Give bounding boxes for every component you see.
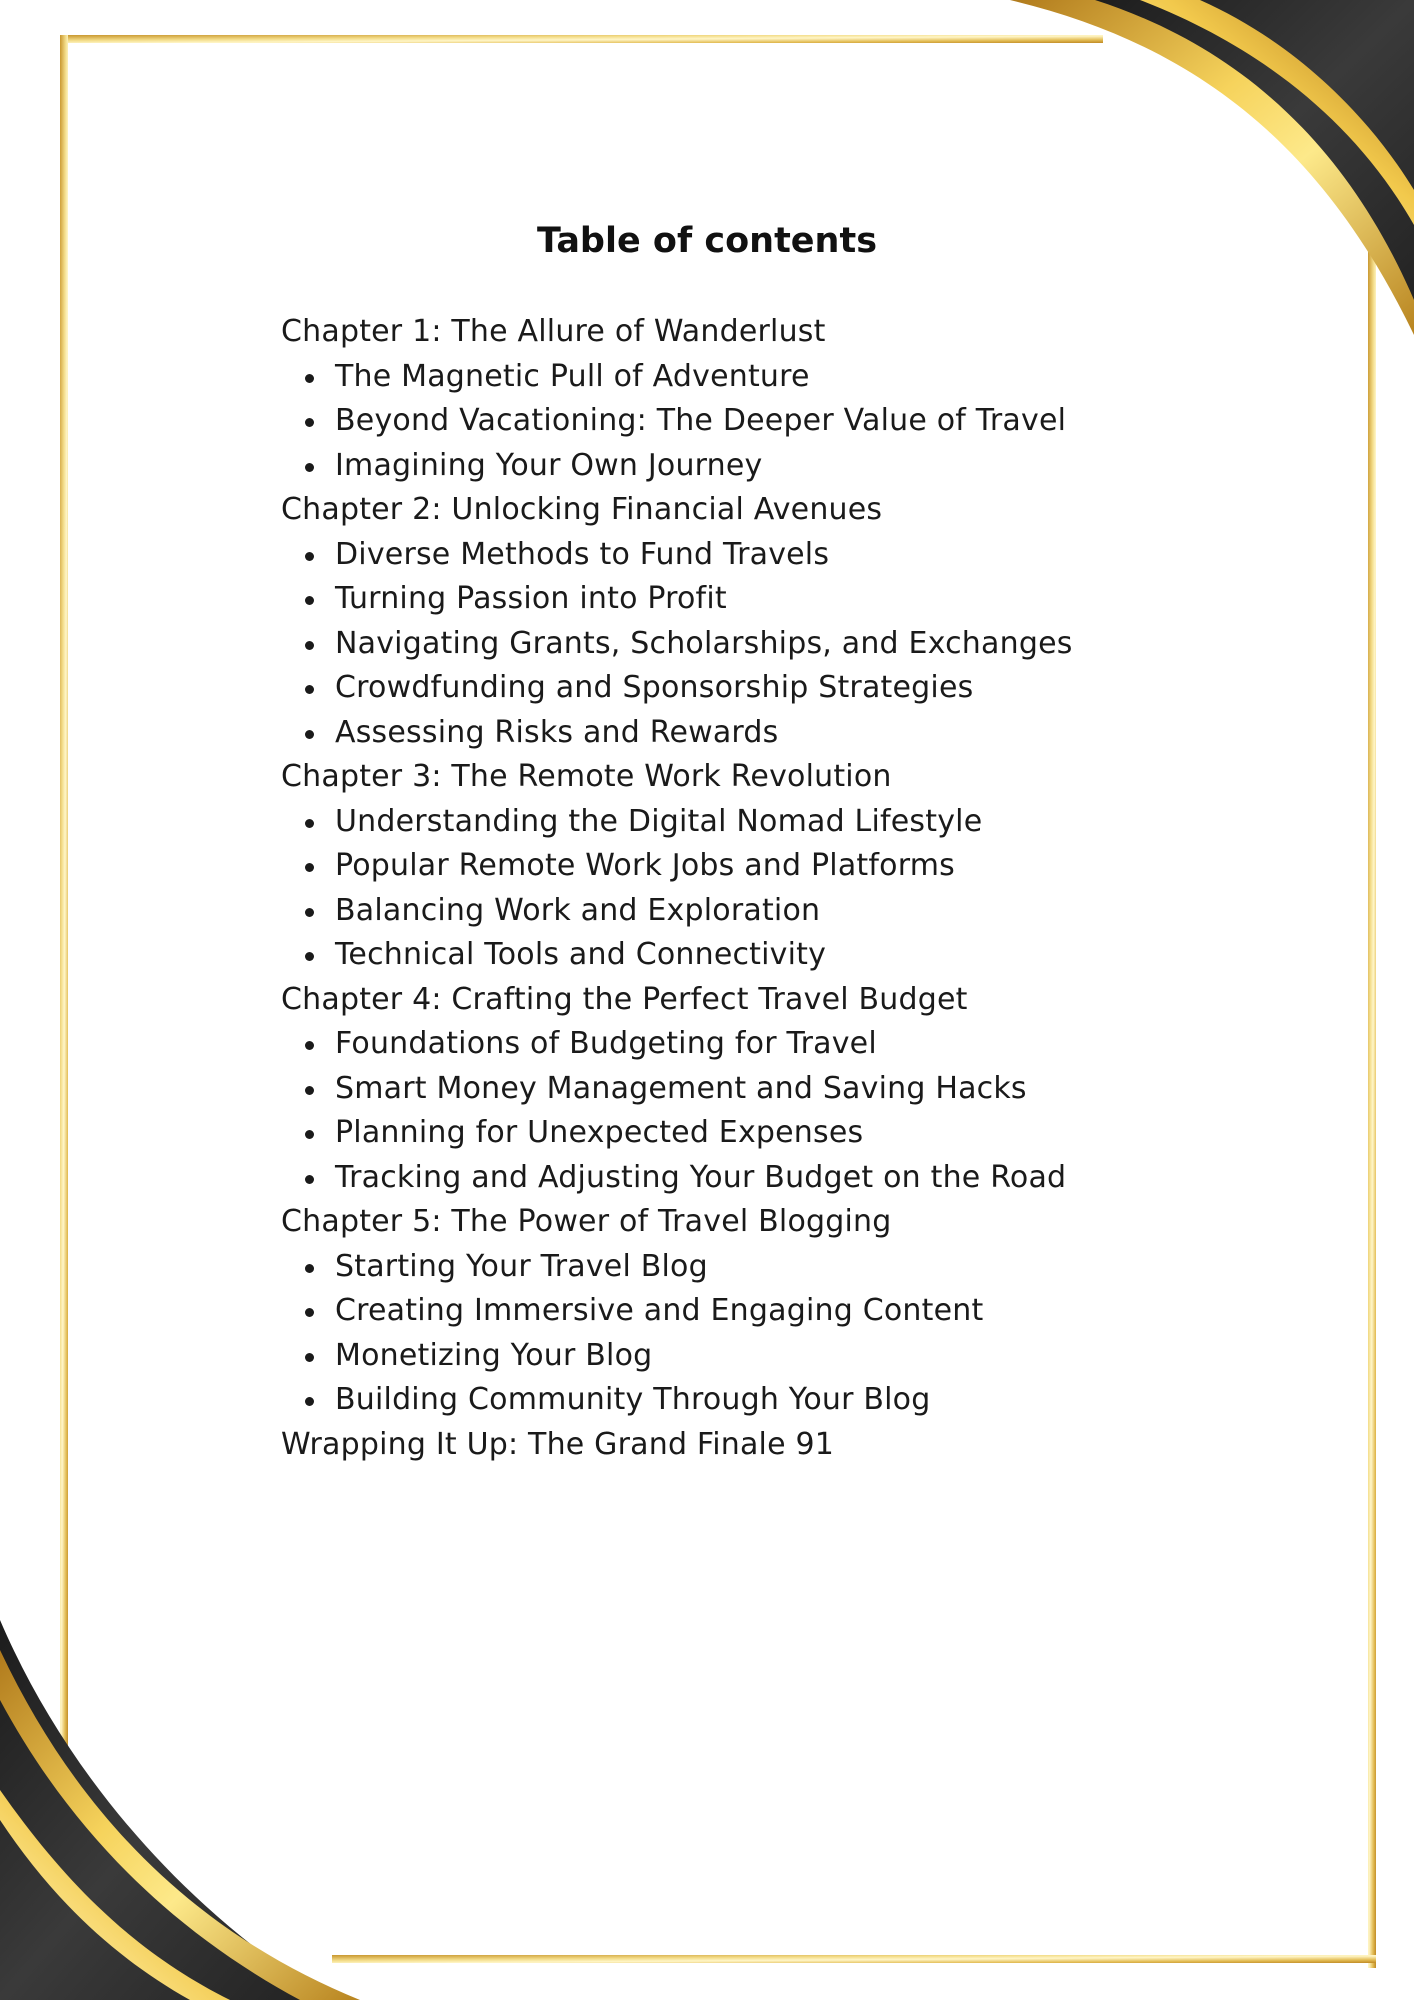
toc-section-label: Foundations of Budgeting for Travel bbox=[335, 1026, 877, 1061]
toc-section-label: Crowdfunding and Sponsorship Strategies bbox=[335, 670, 974, 705]
toc-section-entry bbox=[281, 933, 1281, 978]
toc-section-entry bbox=[281, 1067, 1281, 1112]
toc-section-entry bbox=[281, 1022, 1281, 1067]
bullet-icon bbox=[305, 730, 314, 739]
toc-section-entry bbox=[281, 666, 1281, 711]
frame-right-edge bbox=[1368, 230, 1376, 1968]
bullet-icon bbox=[305, 1175, 314, 1184]
frame-top-edge bbox=[60, 35, 1103, 43]
bullet-icon bbox=[305, 952, 314, 961]
toc-section-label: Smart Money Management and Saving Hacks bbox=[335, 1070, 1027, 1106]
toc-section-label: Assessing Risks and Rewards bbox=[335, 714, 779, 750]
toc-section-entry bbox=[281, 444, 1281, 489]
toc-section-entry bbox=[281, 1156, 1281, 1201]
toc-section-entry bbox=[281, 1289, 1281, 1334]
toc-chapter-entry: Chapter 5: The Power of Travel Blogging bbox=[281, 1204, 892, 1239]
toc-section-label: Technical Tools and Connectivity bbox=[335, 937, 827, 972]
frame-left-edge bbox=[60, 35, 68, 1775]
bullet-icon bbox=[305, 1130, 314, 1139]
toc-section-label: Turning Passion into Profit bbox=[335, 581, 727, 616]
toc-section-label: Beyond Vacationing: The Deeper Value of Travel bbox=[335, 403, 1067, 438]
table-of-contents bbox=[281, 310, 1281, 1467]
toc-section-entry bbox=[281, 399, 1281, 444]
bullet-icon bbox=[305, 374, 314, 383]
bullet-icon bbox=[305, 596, 314, 605]
bullet-icon bbox=[305, 463, 314, 472]
toc-section-label: Understanding the Digital Nomad Lifestyle bbox=[335, 803, 983, 839]
toc-chapter-entry: Chapter 1: The Allure of Wanderlust bbox=[281, 314, 826, 349]
toc-section-entry bbox=[281, 1334, 1281, 1379]
toc-section-label: Monetizing Your Blog bbox=[335, 1337, 653, 1373]
toc-section-entry bbox=[281, 355, 1281, 400]
toc-section-entry bbox=[281, 533, 1281, 578]
bullet-icon bbox=[305, 819, 314, 828]
toc-section-label: Popular Remote Work Jobs and Platforms bbox=[335, 848, 955, 883]
bullet-icon bbox=[305, 1086, 314, 1095]
toc-section-label: Planning for Unexpected Expenses bbox=[335, 1115, 864, 1150]
bullet-icon bbox=[305, 863, 314, 872]
bottom-left-dark-ribbon bbox=[0, 1620, 330, 2000]
toc-section-entry bbox=[281, 1378, 1281, 1423]
toc-section-label: Balancing Work and Exploration bbox=[335, 892, 821, 928]
bullet-icon bbox=[305, 641, 314, 650]
toc-section-entry bbox=[281, 800, 1281, 845]
bullet-icon bbox=[305, 1353, 314, 1362]
bullet-icon bbox=[305, 1308, 314, 1317]
toc-section-entry bbox=[281, 889, 1281, 934]
toc-section-entry bbox=[281, 622, 1281, 667]
toc-chapter-entry: Wrapping It Up: The Grand Finale 91 bbox=[281, 1426, 835, 1462]
toc-section-label: Diverse Methods to Fund Travels bbox=[335, 536, 830, 572]
toc-section-entry bbox=[281, 844, 1281, 889]
toc-chapter-entry: Chapter 4: Crafting the Perfect Travel Budget bbox=[281, 981, 968, 1017]
toc-section-entry bbox=[281, 1245, 1281, 1290]
toc-section-label: Creating Immersive and Engaging Content bbox=[335, 1293, 984, 1328]
toc-section-label: Starting Your Travel Blog bbox=[335, 1248, 708, 1284]
page-title: Table of contents bbox=[536, 221, 878, 261]
toc-section-label: Navigating Grants, Scholarships, and Exchanges bbox=[335, 625, 1073, 661]
toc-section-label: Tracking and Adjusting Your Budget on the Road bbox=[335, 1159, 1067, 1195]
bullet-icon bbox=[305, 418, 314, 427]
bullet-icon bbox=[305, 685, 314, 694]
toc-section-entry bbox=[281, 577, 1281, 622]
bullet-icon bbox=[305, 908, 314, 917]
toc-section-label: Building Community Through Your Blog bbox=[335, 1382, 931, 1417]
toc-chapter-entry: Chapter 2: Unlocking Financial Avenues bbox=[281, 492, 883, 527]
toc-section-entry bbox=[281, 1111, 1281, 1156]
toc-section-label: Imagining Your Own Journey bbox=[335, 447, 763, 483]
bullet-icon bbox=[305, 552, 314, 561]
bullet-icon bbox=[305, 1264, 314, 1273]
bullet-icon bbox=[305, 1397, 314, 1406]
frame-bottom-edge bbox=[332, 1955, 1376, 1963]
toc-section-entry bbox=[281, 711, 1281, 756]
toc-section-label: The Magnetic Pull of Adventure bbox=[335, 358, 810, 394]
bullet-icon bbox=[305, 1041, 314, 1050]
toc-chapter-entry: Chapter 3: The Remote Work Revolution bbox=[281, 759, 892, 794]
